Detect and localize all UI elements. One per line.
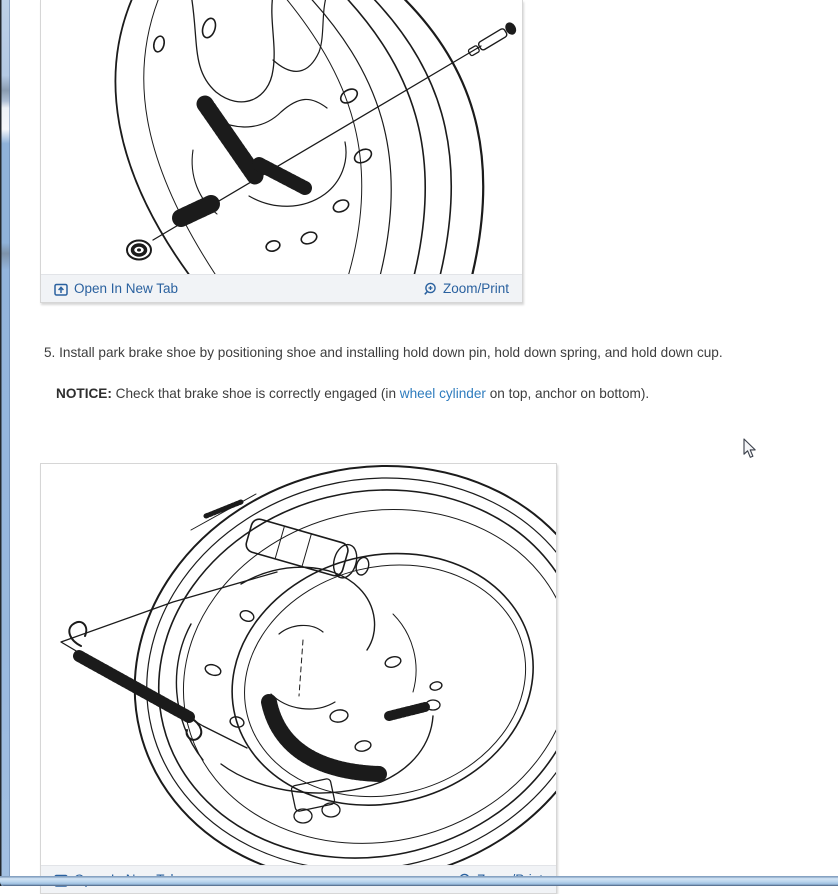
window-bottom-edge [0, 876, 838, 886]
brake-diagram-bottom [41, 464, 556, 866]
step-5-instruction [44, 345, 723, 360]
window-left-edge [0, 0, 10, 886]
mouse-cursor [743, 438, 757, 464]
brake-diagram-top [41, 0, 522, 274]
notice-label: NOTICE: [56, 386, 112, 401]
wheel-cylinder-link[interactable]: wheel cylinder [399, 386, 486, 401]
step-number: 5. [44, 345, 56, 360]
notice-after-link: on top, anchor on bottom). [485, 386, 650, 401]
figure-panel-top [40, 0, 523, 303]
open-in-new-tab-link[interactable] [54, 281, 178, 296]
figure-panel-bottom [40, 463, 557, 894]
zoom-print-link[interactable] [423, 281, 509, 296]
notice-before-link: Check that brake shoe is correctly engaged (in [111, 386, 400, 401]
open-in-new-tab-label: Open In New Tab [74, 281, 179, 296]
open-in-new-tab-icon [54, 282, 68, 296]
figure-footer-top [41, 274, 522, 302]
zoom-print-label: Zoom/Print [442, 281, 509, 296]
notice-text [56, 386, 649, 401]
step-text: Install park brake shoe by positioning shoe and installing hold down pin, hold down spring, and hold down cup. [59, 345, 723, 360]
zoom-in-icon [423, 282, 437, 296]
